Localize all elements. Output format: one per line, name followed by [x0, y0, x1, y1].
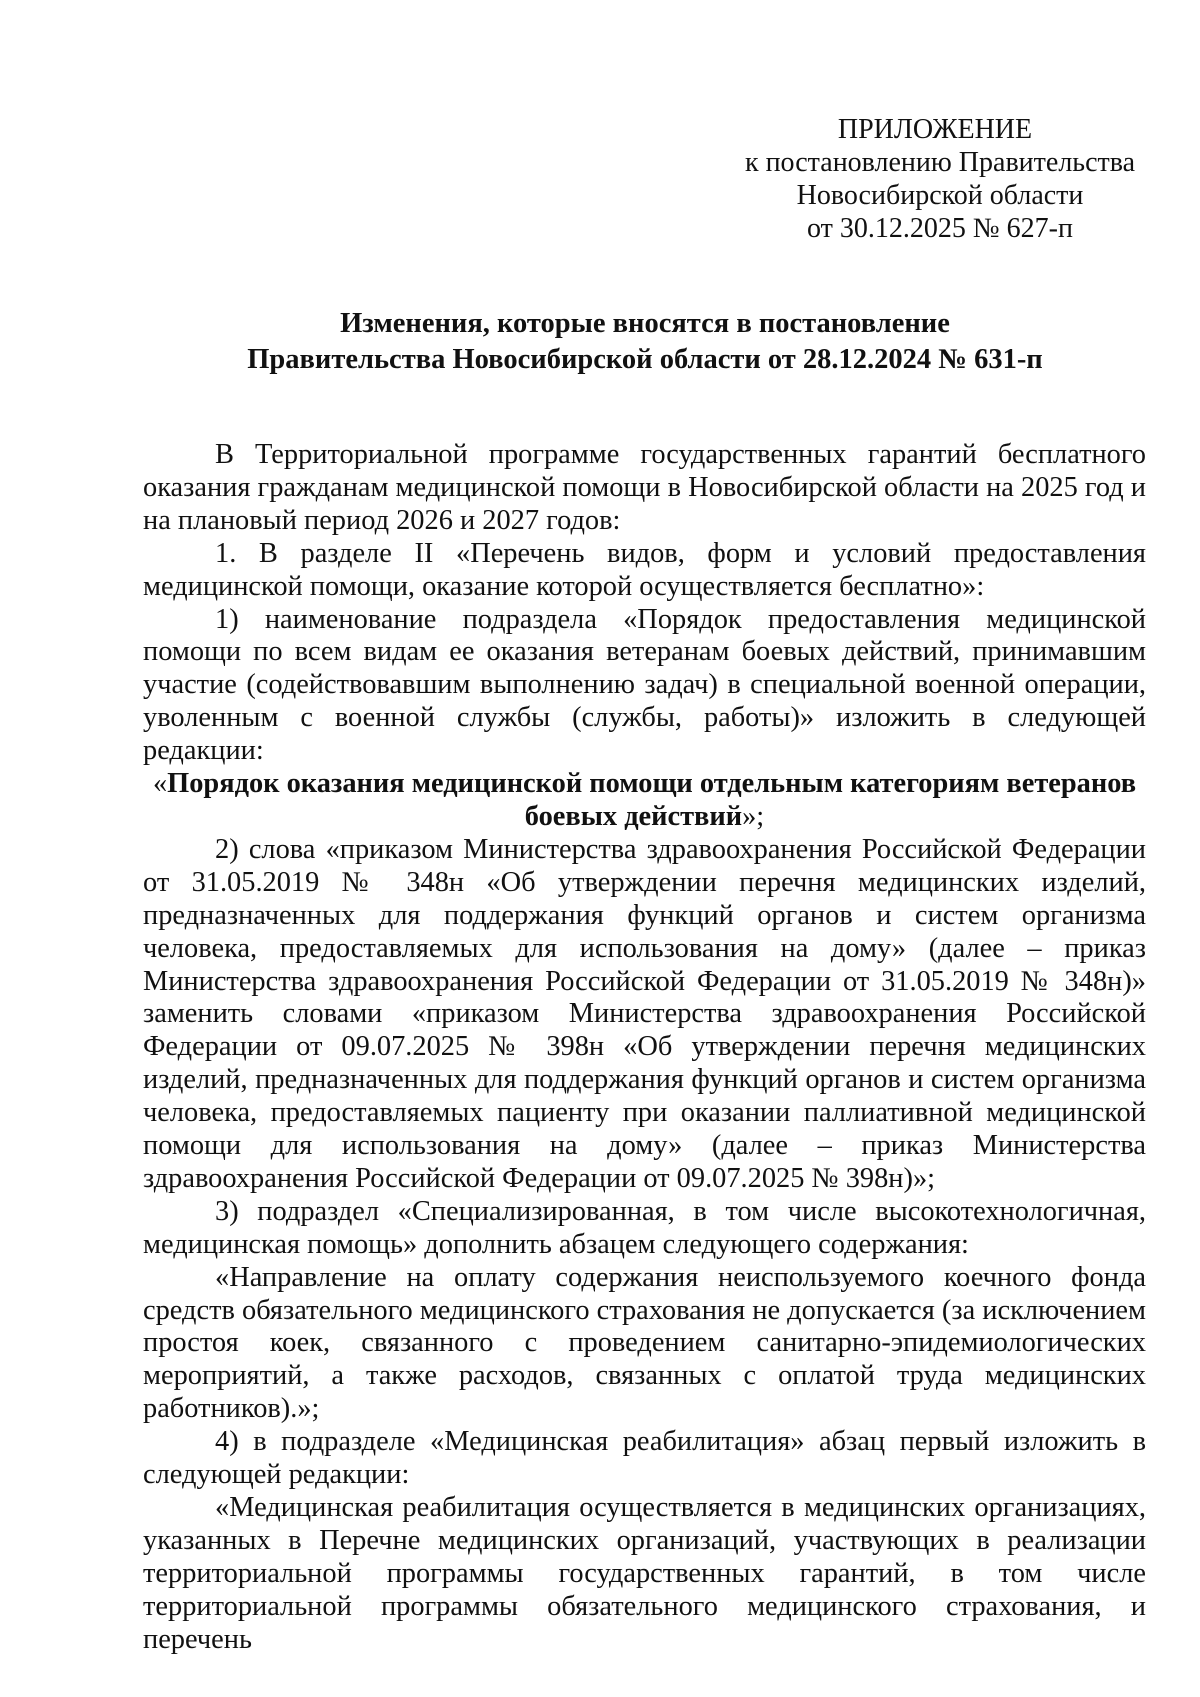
paragraph-item-1-3: 3) подраздел «Специализированная, в том числе высокотехнологичная, медицинская помощь» дополнить абзацем следующего содержания: — [143, 1195, 1146, 1260]
quote-close-mark: »; — [742, 800, 765, 832]
document-title — [140, 306, 1150, 378]
paragraph-item-1-4: 4) в подразделе «Медицинская реабилитация» абзац первый изложить в следующей редакции: — [143, 1426, 1146, 1491]
document-title-line-2: Правительства Новосибирской области от 28.12.2024 № 631-п — [247, 344, 1043, 375]
document-body — [143, 439, 1146, 1657]
paragraph-item-1-1: 1) наименование подраздела «Порядок предоставления медицинской помощи по всем видам ее оказания ветеранам боевых действий, принимавшим участие (содействовавшим выполнению задач) в специальной военной операции, уволенным с военной службы (службы, работы)» изложить в следующей редакции: — [143, 603, 1146, 767]
paragraph-item-1: 1. В разделе II «Перечень видов, форм и условий предоставления медицинской помощи, оказание которой осуществляется бесплатно»: — [143, 537, 1146, 602]
paragraph-item-1-4-text: «Медицинская реабилитация осуществляется в медицинских организациях, указанных в Перечне медицинских организаций, участвующих в реализации территориальной программы государственных гарантий, в том числе территориальной программы обязательного медицинского страхования, и перечень — [143, 1492, 1146, 1655]
paragraph-new-title — [143, 768, 1146, 834]
appendix-line-resolution: к постановлению Правительства — [744, 147, 1136, 178]
paragraph-item-1-3-text: «Направление на оплату содержания неиспользуемого коечного фонда средств обязательного медицинского страхования не допускается (за исключением простоя коек, связанного с проведением санитарно-эпидемиологических мероприятий, а также расходов, связанных с оплатой труда медицинских работников).»; — [143, 1261, 1146, 1425]
appendix-line-date-number: от 30.12.2025 № 627-п — [807, 213, 1073, 244]
new-subsection-title: Порядок оказания медицинской помощи отдельным категориям ветеранов боевых действий — [167, 768, 1137, 832]
paragraph-item-1-2: 2) слова «приказом Министерства здравоохранения Российской Федерации от 31.05.2019 № 348н «Об утверждении перечня медицинских изделий, предназначенных для поддержания функций органов и систем организма человека, предоставляемых для использования на дому» (далее – приказ Министерства здравоохранения Российской Федерации от 31.05.2019 № 348н)» заменить словами «приказом Министерства здравоохранения Российской Федерации от 09.07.2025 № 398н «Об утверждении перечня медицинских изделий, предназначенных для поддержания функций органов и систем организма человека, предоставляемых пациенту при оказании паллиативной медицинской помощи для использования на дому» (далее – приказ Министерства здравоохранения Российской Федерации от 09.07.2025 № 398н)»; — [143, 833, 1146, 1194]
appendix-title: ПРИЛОЖЕНИЕ — [837, 114, 1033, 145]
document-title-line-1: Изменения, которые вносятся в постановление — [340, 308, 950, 339]
appendix-line-region: Новосибирской области — [796, 180, 1084, 211]
appendix-block — [700, 113, 1180, 245]
paragraph-intro: В Территориальной программе государственных гарантий бесплатного оказания гражданам медицинской помощи в Новосибирской области на 2025 год и на плановый период 2026 и 2027 годов: — [143, 439, 1146, 536]
quote-open-mark: « — [152, 768, 168, 800]
